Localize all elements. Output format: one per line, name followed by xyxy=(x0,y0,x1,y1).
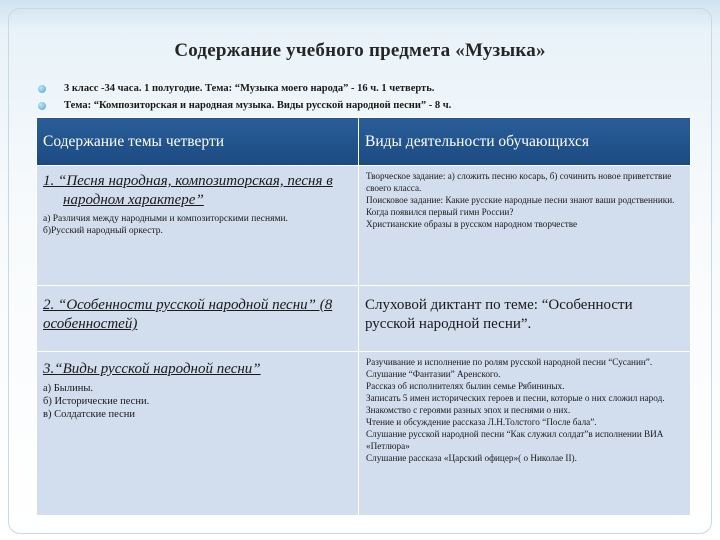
activity-line: Когда появился первый гимн России? xyxy=(366,207,514,217)
activity-line: Рассказ об исполнителях былин семье Рябининых. xyxy=(366,381,565,391)
subitem: в) Солдатские песни xyxy=(43,409,135,420)
bullet-dot-icon xyxy=(38,85,46,93)
topic-subitems xyxy=(43,214,352,237)
activity-line: Слушание “Фантазии” Аренского. xyxy=(366,369,501,379)
bullet-dot-icon xyxy=(38,102,46,110)
topic-title: 1. “Песня народная, композиторская, песня в народном характере” xyxy=(43,173,333,208)
topic-cell xyxy=(37,166,359,286)
activity-line: Творческое задание: а) сложить песню косарь, б) сочинить новое приветствие своего класса. xyxy=(366,171,672,193)
activity-line: Знакомство с героями разных эпох и песнями о них. xyxy=(366,405,571,415)
subitem: б)Русский народный оркестр. xyxy=(43,225,163,236)
bullet-item xyxy=(38,99,698,116)
subitem: б) Исторические песни. xyxy=(43,396,150,407)
activity-line: Слуховой диктант по теме: “Особенности русской народной песни”. xyxy=(365,297,633,332)
activity-line: Разучивание и исполнение по ролям русской народной песни “Сусанин”. xyxy=(366,357,653,367)
curriculum-table xyxy=(36,117,691,516)
activity-line: Поисковое задание: Какие русские народные песни знают ваши родственники. xyxy=(366,195,675,205)
activities-cell xyxy=(359,352,691,516)
header-activities: Виды деятельности обучающихся xyxy=(359,118,691,166)
activity-line: Слушание рассказа «Царский офицер»( о Николае II). xyxy=(366,453,577,463)
table-row xyxy=(37,286,691,352)
bullet-text: Тема: “Композиторская и народная музыка. Виды русской народной песни” - 8 ч. xyxy=(64,100,452,111)
subitem: а) Различия между народными и композиторскими песнями. xyxy=(43,214,288,224)
bullet-text: 3 класс -34 часа. 1 полугодие. Тема: “Музыка моего народа” - 16 ч. 1 четверть. xyxy=(64,83,435,94)
intro-bullet-list xyxy=(38,82,698,116)
activity-line: Слушание русской народной песни “Как служил солдат”в исполнении ВИА «Петлюра» xyxy=(366,429,664,451)
activity-line: Чтение и обсуждение рассказа Л.Н.Толстого “После бала”. xyxy=(366,417,597,427)
activities-cell xyxy=(359,286,691,352)
table-row xyxy=(37,166,691,286)
subitem: а) Былины. xyxy=(43,383,94,394)
topic-subitems xyxy=(43,382,352,421)
table-row xyxy=(37,352,691,516)
bullet-item xyxy=(38,82,698,99)
header-topic-content: Содержание темы четверти xyxy=(37,118,359,166)
table-header-row xyxy=(37,118,691,166)
topic-cell xyxy=(37,286,359,352)
topic-title: 2. “Особенности русской народной песни” (8 особенностей) xyxy=(43,297,333,332)
activity-line: Христианские образы в русском народном творчестве xyxy=(366,219,578,229)
slide-title: Содержание учебного предмета «Музыка» xyxy=(174,40,546,61)
topic-title: 3.“Виды русской народной песни” xyxy=(43,361,261,377)
activities-cell xyxy=(359,166,691,286)
topic-cell xyxy=(37,352,359,516)
activity-line: Записать 5 имен исторических героев и песни, которые о них сложил народ. xyxy=(366,393,665,403)
